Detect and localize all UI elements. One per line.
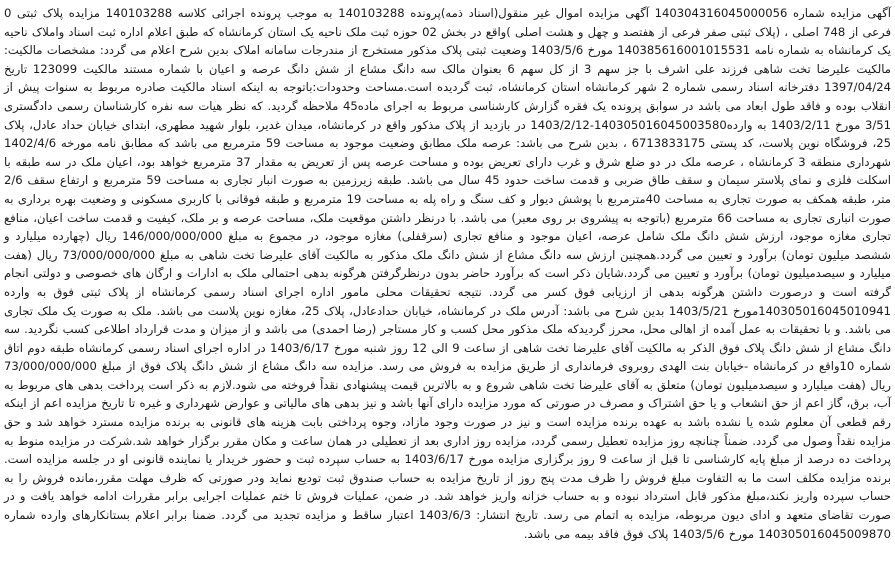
- auction-notice-text: آگهی مزایده شماره 140304316045000056 آگهی مزایده اموال غیر منقول(اسناد ذمه)پرونده 140103288 به موجب پرونده اجرائی کلاسه 140103288 مزایده پلاک ثبتی 0 فرعی از 748 اصلی ، (پلاک ثبتی صفر فرعی از هفتصد و چهل و هشت اصلی )واقع در بخش 02 حوزه ثبت ملک ناحیه یک استان کرمانشاه که طبق اعلام اداره ثبت اسناد واملاک ناحیه یک کرمانشاه به شماره نامه 140385616001015531 مورخ 1403/5/6 وضعیت ثبتی پلاک مذکور مستخرج از مندرجات سامانه املاک بدین شرح اعلام می گردد: مشخصات مالکیت: مالکیت علیرضا تخت شاهی فرزند علی اشرف با جز سهم 3 از کل سهم 6 بعنوان مالک سه دانگ مشاع از شش دانگ عرصه و اعیان با شماره مستند مالکیت 123099 تاریخ 1397/04/24 دفترخانه اسناد رسمی شماره 2 شهر کرمانشاه استان کرمانشاه، ثبت گردیده است.مساحت وحدودات:باتوجه به اینکه اسناد مالکیت صادره مربوط به سنوات پیش از انقلاب بوده و فاقد طول ابعاد می باشد در سوابق پرونده یک فقره گزارش کارشناسی مربوط به اجرای ماده45 ملاحظه گردید. که نظر هیات سه نفره کارشناسان رسمی دادگستری 3/51 مورخ 1403/2/11 به وارده140305016045003580-1403/2/12 در بازدید از پلاک مذکور واقع در کرمانشاه، میدان غدیر، بلوار شهید مطهری، ابتدای خیابان حداد عادل، پلاک 25، فروشگاه نوین پلاست، کد پستی 6713833175 ، بدین شرح می باشد: عرصه ملک مطابق وضعیت موجود به مساحت 59 مترمربع می باشد که مطابق نامه مورخه 1402/4/6 شهرداری منطقه 3 کرمانشاه ، عرصه ملک در دو ضلع شرق و غرب دارای تعریض بوده و مساحت عرصه پس از تعریض به مقدار 37 مترمربع خواهد بود، اعیان ملک در سه طبقه با اسکلت فلزی و نمای پلاستر سیمان و سقف طاق ضربی و قدمت ساخت حدود 45 سال می باشد. طبقه زیرزمین به صورت انبار تجاری به مساحت 59 مترمربع و ارتفاع سقف 2/6 متر، طبقه همکف به صورت تجاری به مساحت 40مترمربع با پوشش دیوار و کف سنگ و راه پله به مساحت 19 مترمربع و طبقه فوقانی با کاربری مسکونی و وضعیت بهره برداری به صورت انباری تجاری به مساحت 66 مترمربع (باتوجه به پیشروی بر روی معبر) می باشد. با درنظر داشتن موقعیت ملک، مساحت عرصه و بر ملک، کیفیت و قدمت ساخت اعیان، منافع تجاری مغازه موجود، ارزش شش دانگ ملک شامل عرصه، اعیان موجود و منافع تجاری (سرقفلی) مغازه موجود، در مجموع به مبلغ 146/000/000/000 ریال (چهارده میلیارد و ششصد میلیون تومان) برآورد و تعیین می گردد.همچنین ارزش سه دانگ مشاع از شش دانگ ملک مذکور به مالکیت آقای علیرضا تخت شاهی به مبلغ 73/000/000/000 ریال (هفت میلیارد و سیصدمیلیون تومان) برآورد و تعیین می گردد.شایان ذکر است که برآورد حاضر بدون درنظرگرفتن هرگونه بدهی احتمالی ملک به ادارات و ارگان های خصوصی و دولتی انجام گرفته است و درصورت داشتن هرگونه بدهی از ارزیابی فوق کسر می گردد. نتیجه تحقیقات محلی مامور اداره اجرای اسناد رسمی کرمانشاه از پلاک ثبتی فوق به وارده 140305016045010941مورخ 1403/5/21 بدین شرح می باشد: آدرس ملک در کرمانشاه، خیابان حدادعادل، پلاک 25، مغازه نوین پلاست می باشد. ملک به صورت یک ملک تجاری می باشد. و با تحقیقات به عمل آمده از اهالی محل، محرز گردیدکه ملک مذکور محل کسب و کار مستاجر (رضا احمدی) می باشد و از میزان و مدت قرارداد اطلاعی کسب نگردید. سه دانگ مشاع از شش دانگ پلاک فوق الذکر به مالکیت آقای علیرضا تخت شاهی از ساعت 9 الی 12 روز شنبه مورخ 1403/6/17 در اداره اجرای اسناد رسمی کرمانشاه طبقه دوم اتاق شماره 10واقع در کرمانشاه -خیابان بنت الهدی روبروی فرمانداری از طریق مزایده به فروش می رسد. مزایده سه دانگ مشاع از شش دانگ پلاک فوق از مبلغ 73/000/000/000 ریال (هفت میلیارد و سیصدمیلیون تومان) متعلق به آقای علیرضا تخت شاهی شروع و به بالاترین قیمت پیشنهادی نقداً فروخته می شود.لازم به ذکر است پرداخت بدهی های مربوط به آب، برق، گاز اعم از حق انشعاب و یا حق اشتراک و مصرف در صورتی که مورد مزایده دارای آنها باشد و نیز بدهی های مالیاتی و عوارض شهرداری و غیره تا تاریخ مزایده اعم از اینکه رقم قطعی آن معلوم شده یا نشده باشد به عهده برنده مزایده است و نیز در صورت وجود مازاد، وجوه پرداختی بابت هزینه های قانونی به برنده مزایده مسترد خواهد شد و حق مزایده نقداً وصول می گردد. ضمناً چنانچه روز مزایده تعطیل رسمی گردد، مزایده روز اداری بعد از تعطیلی در همان ساعت و مکان مقرر برگزار خواهد شد.شرکت در مزایده منوط به پرداخت ده درصد از مبلغ پایه کارشناسی تا قبل از ساعت 9 روز برگزاری مزایده مورخ 1403/6/17 به حساب سپرده ثبت و حضور خریدار یا نماینده قانونی او در جلسه مزایده است. برنده مزایده مکلف است ما به التفاوت مبلغ فروش را ظرف مدت پنج روز از تاریخ مزایده به حساب صندوق ثبت تودیع نماید ودر صورتی که ظرف مهلت مقرر،مانده فروش را به حساب سپرده واریز نکند،مبلغ مذکور قابل استرداد نبوده و به حساب خزانه واریز خواهد شد. در ضمن، عملیات فروش تا ختم عملیات اجرایی برابر مقررات ادامه خواهد یافت و در صورت تقاضای متعهد و ادای دیون مربوطه، مزایده به اتمام می رسد. تاریخ انتشار: 1403/6/3 اعتبار ساقط و مزایده تجدید می گردد. ضمنا برابر اعلام بستانکارهای وارده شماره 140305016045009870 مورخ 1403/5/6 پلاک فوق فاقد بیمه می باشد.: [4, 6, 892, 541]
